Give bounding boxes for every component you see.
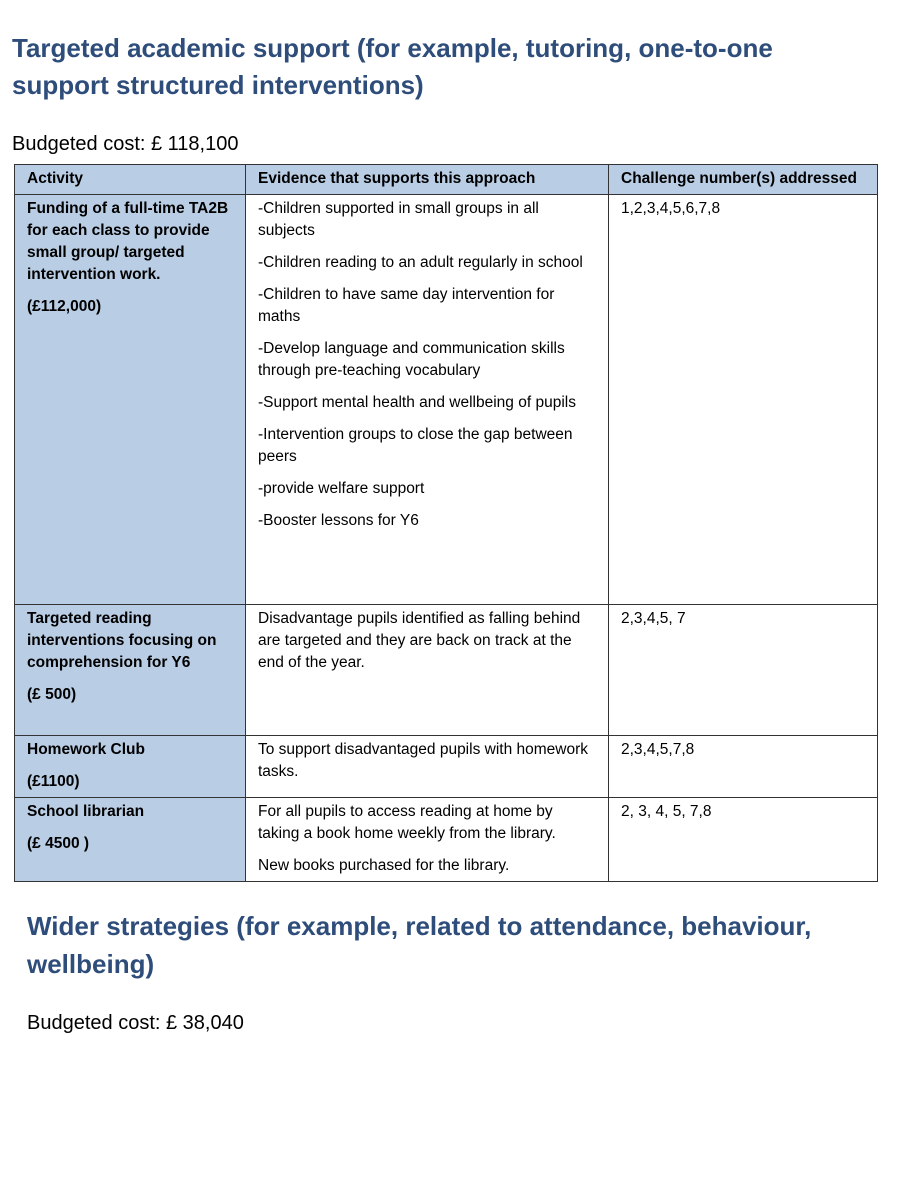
challenges-cell: 2, 3, 4, 5, 7,8 — [609, 798, 878, 882]
table-row — [15, 195, 878, 605]
evidence-item: -Children reading to an adult regularly in school — [258, 254, 583, 271]
evidence-cell — [246, 195, 609, 605]
table-row — [15, 798, 878, 882]
activity-cell — [15, 736, 246, 798]
evidence-cell — [246, 798, 609, 882]
activity-cell — [15, 195, 246, 605]
budgeted-cost-wider-strategies: Budgeted cost: £ 38,040 — [27, 1012, 244, 1034]
challenges-cell: 2,3,4,5,7,8 — [609, 736, 878, 798]
evidence-item: -Booster lessons for Y6 — [258, 512, 419, 529]
activity-cost: (£ 4500 ) — [27, 835, 90, 852]
evidence-item: -Intervention groups to close the gap between peers — [258, 426, 573, 465]
evidence-item: Disadvantage pupils identified as falling behind are targeted and they are back on track at the end of the year. — [258, 610, 581, 671]
evidence-item: -Develop language and communication skills through pre-teaching vocabulary — [258, 340, 565, 379]
table-header-row — [15, 165, 878, 195]
activity-cost: (£ 500) — [27, 686, 77, 703]
evidence-item: To support disadvantaged pupils with homework tasks. — [258, 741, 588, 780]
column-header-activity: Activity — [15, 165, 246, 195]
activity-cell — [15, 605, 246, 736]
challenges-cell: 2,3,4,5, 7 — [609, 605, 878, 736]
evidence-cell — [246, 605, 609, 736]
evidence-item: -provide welfare support — [258, 480, 425, 497]
budgeted-cost-targeted-support: Budgeted cost: £ 118,100 — [12, 133, 239, 155]
activity-cell — [15, 798, 246, 882]
activity-title: School librarian — [27, 803, 145, 820]
activity-cost: (£112,000) — [27, 298, 102, 315]
activity-cost: (£1100) — [27, 773, 80, 790]
evidence-item: For all pupils to access reading at home by taking a book home weekly from the library. — [258, 803, 556, 842]
activity-title: Targeted reading interventions focusing on comprehension for Y6 — [27, 610, 217, 671]
challenges-cell: 1,2,3,4,5,6,7,8 — [609, 195, 878, 605]
activity-table — [14, 164, 878, 882]
evidence-item: -Children to have same day intervention for maths — [258, 286, 555, 325]
column-header-challenges: Challenge number(s) addressed — [609, 165, 878, 195]
evidence-item: -Children supported in small groups in all subjects — [258, 200, 539, 239]
section-heading-wider-strategies: Wider strategies (for example, related to attendance, behaviour, wellbeing) — [27, 911, 812, 979]
evidence-item: -Support mental health and wellbeing of pupils — [258, 394, 576, 411]
table-row — [15, 736, 878, 798]
section-heading-targeted-support: Targeted academic support (for example, tutoring, one-to-one support structured interventions) — [12, 33, 773, 100]
activity-title: Funding of a full-time TA2B for each class to provide small group/ targeted intervention work. — [27, 200, 229, 283]
table-row — [15, 605, 878, 736]
evidence-cell — [246, 736, 609, 798]
activity-title: Homework Club — [27, 741, 145, 758]
column-header-evidence: Evidence that supports this approach — [246, 165, 609, 195]
evidence-item: New books purchased for the library. — [258, 857, 510, 874]
